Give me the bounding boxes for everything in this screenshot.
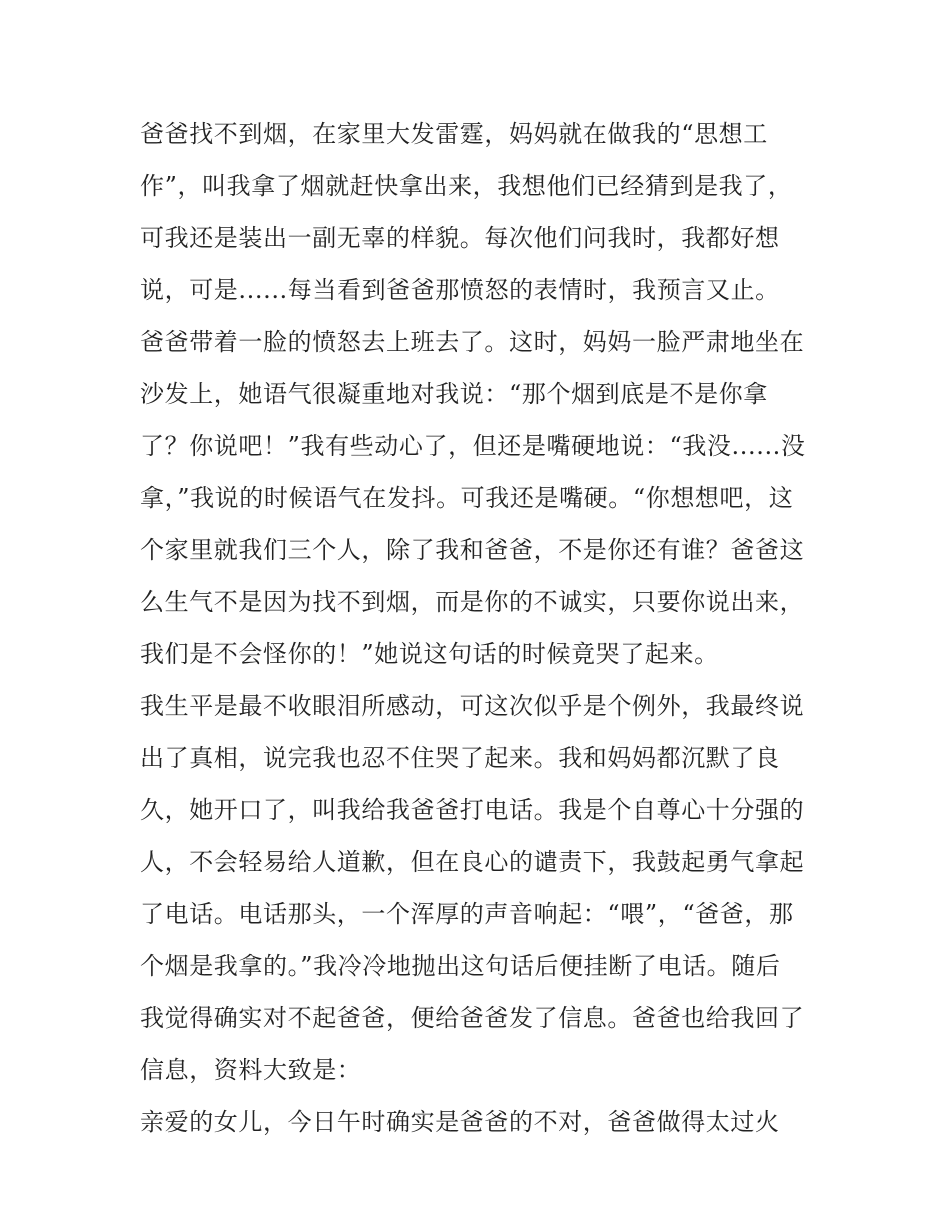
text-line: 沙发上，她语气很凝重地对我说：“那个烟到底是不是你拿 bbox=[140, 380, 768, 408]
text-line: 我们是不会怪你的！”她说这句话的时候竟哭了起来。 bbox=[140, 640, 719, 668]
text-line: 了电话。电话那头，一个浑厚的声音响起：“喂”，“爸爸，那 bbox=[140, 900, 794, 928]
text-line: 人，不会轻易给人道歉，但在良心的谴责下，我鼓起勇气拿起 bbox=[140, 848, 805, 876]
text-line: 亲爱的女儿，今日午时确实是爸爸的不对，爸爸做得太过火 bbox=[140, 1108, 780, 1136]
text-line: 作”，叫我拿了烟就赶快拿出来，我想他们已经猜到是我了， bbox=[140, 172, 793, 200]
text-line: 信息，资料大致是： bbox=[140, 1056, 362, 1084]
text-line: 说，可是......每当看到爸爸那愤怒的表情时，我预言又止。 bbox=[140, 276, 780, 304]
text-line: 了？你说吧！”我有些动心了，但还是嘴硬地说：“我没......没 bbox=[140, 432, 806, 460]
text-line: 久，她开口了，叫我给我爸爸打电话。我是个自尊心十分强的 bbox=[140, 796, 805, 824]
text-line: 个烟是我拿的。”我冷冷地抛出这句话后便挂断了电话。随后 bbox=[140, 952, 781, 980]
text-line: 可我还是装出一副无辜的样貌。每次他们问我时，我都好想 bbox=[140, 224, 780, 252]
text-line: 出了真相，说完我也忍不住哭了起来。我和妈妈都沉默了良 bbox=[140, 744, 780, 772]
text-line: 我觉得确实对不起爸爸，便给爸爸发了信息。爸爸也给我回了 bbox=[140, 1004, 805, 1032]
text-line: 拿，”我说的时候语气在发抖。可我还是嘴硬。“你想想吧，这 bbox=[140, 484, 794, 512]
text-line: 么生气不是因为找不到烟，而是你的不诚实，只要你说出来， bbox=[140, 588, 805, 616]
text-line: 个家里就我们三个人，除了我和爸爸，不是你还有谁？爸爸这 bbox=[140, 536, 805, 564]
body-text bbox=[140, 108, 820, 1148]
text-line: 爸爸带着一脸的愤怒去上班去了。这时，妈妈一脸严肃地坐在 bbox=[140, 328, 805, 356]
text-line: 爸爸找不到烟，在家里大发雷霆，妈妈就在做我的“思想工 bbox=[140, 120, 768, 148]
text-line: 我生平是最不收眼泪所感动，可这次似乎是个例外，我最终说 bbox=[140, 692, 805, 720]
